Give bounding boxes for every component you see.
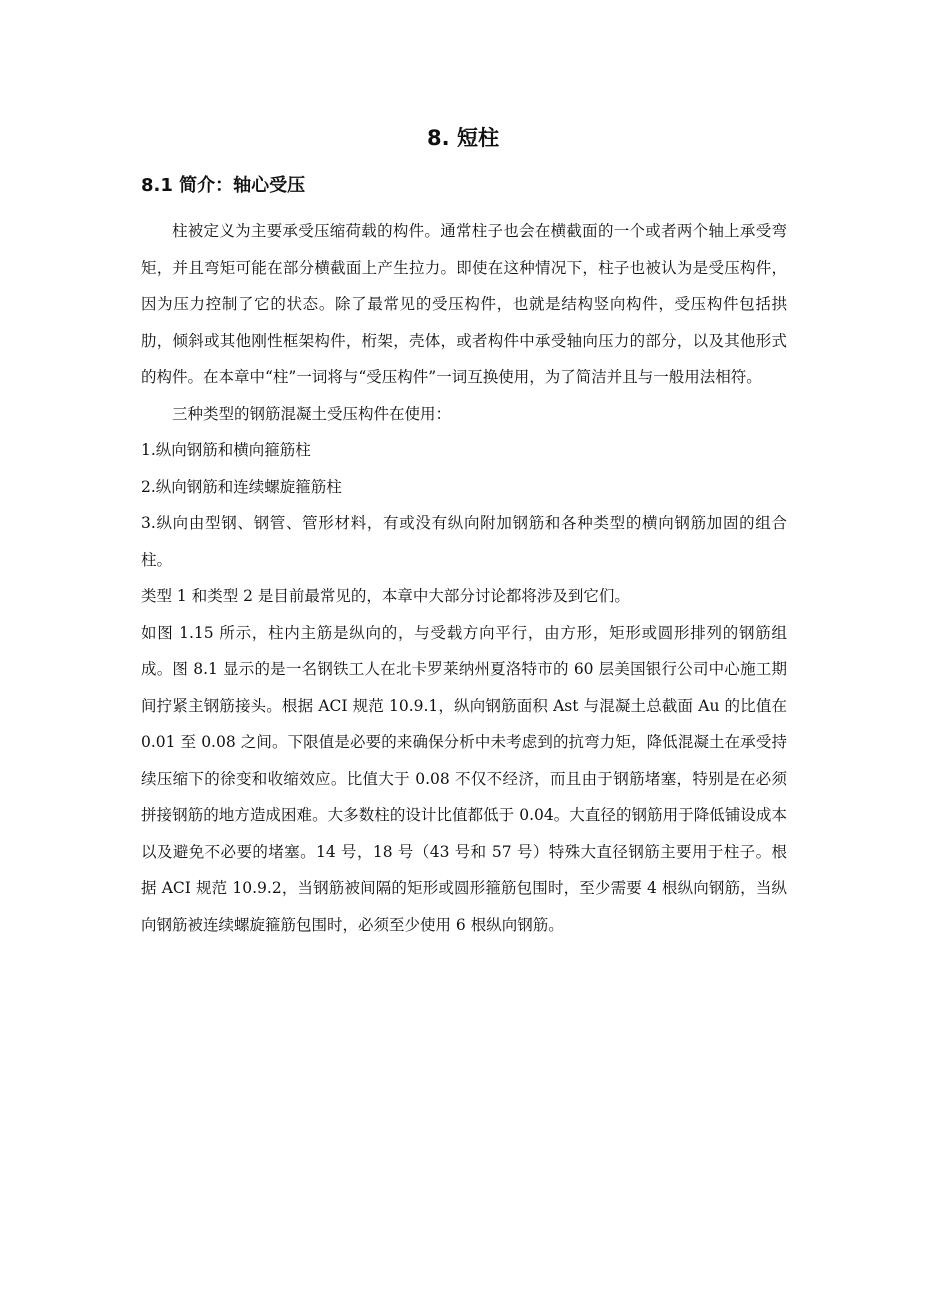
section-title: 8.1 简介：轴心受压 (141, 175, 306, 196)
chapter-title: 8. 短柱 (427, 126, 499, 150)
paragraph-common-types: 类型 1 和类型 2 是目前最常见的，本章中大部分讨论都将涉及到它们。 (141, 587, 630, 605)
list-item-type-1: 1.纵向钢筋和横向箍筋柱 (141, 441, 311, 459)
list-item-type-2: 2.纵向钢筋和连续螺旋箍筋柱 (141, 477, 342, 496)
paragraph-definition: 柱被定义为主要承受压缩荷载的构件。通常柱子也会在横截面的一个或者两个轴上承受弯矩，并且弯矩可能在部分横截面上产生拉力。即使在这种情况下，柱子也被认为是受压构件，因为压力控制了它的状态。除了最常见的受压构件，也就是结构竖向构件，受压构件包括拱肋，倾斜或其他刚性框架构件，桁架，壳体，或者构件中承受轴向压力的部分，以及其他形式的构件。在本章中“柱”一词将与“受压构件”一词互换使用，为了简洁并且与一般用法相符。 (141, 222, 787, 386)
paragraph-reinforcement: 如图 1.15 所示，柱内主筋是纵向的，与受载方向平行，由方形，矩形或圆形排列的钢筋组成。图 8.1 显示的是一名钢铁工人在北卡罗莱纳州夏洛特市的 60 层美国银行公司中心施工期间拧紧主钢筋接头。根据 ACI 规范 10.9.1，纵向钢筋面积 Ast 与混凝土总截面 Au 的比值在 0.01 至 0.08 之间。下限值是必要的来确保分析中未考虑到的抗弯力矩，降低混凝土在承受持续压缩下的徐变和收缩效应。比值大于 0.08 不仅不经济，而且由于钢筋堵塞，特别是在必须拼接钢筋的地方造成困难。大多数柱的设计比值都低于 0.04。大直径的钢筋用于降低铺设成本以及避免不必要的堵塞。14 号，18 号（43 号和 57 号）特殊大直径钢筋主要用于柱子。根据 ACI 规范 10.9.2，当钢筋被间隔的矩形或圆形箍筋包围时，至少需要 4 根纵向钢筋，当纵向钢筋被连续螺旋箍筋包围时，必须至少使用 6 根纵向钢筋。 (141, 623, 787, 934)
paragraph-types-intro: 三种类型的钢筋混凝土受压构件在使用： (172, 404, 452, 423)
list-item-type-3: 3.纵向由型钢、钢管、管形材料，有或没有纵向附加钢筋和各种类型的横向钢筋加固的组合柱。 (141, 514, 787, 569)
body-text (141, 213, 787, 943)
